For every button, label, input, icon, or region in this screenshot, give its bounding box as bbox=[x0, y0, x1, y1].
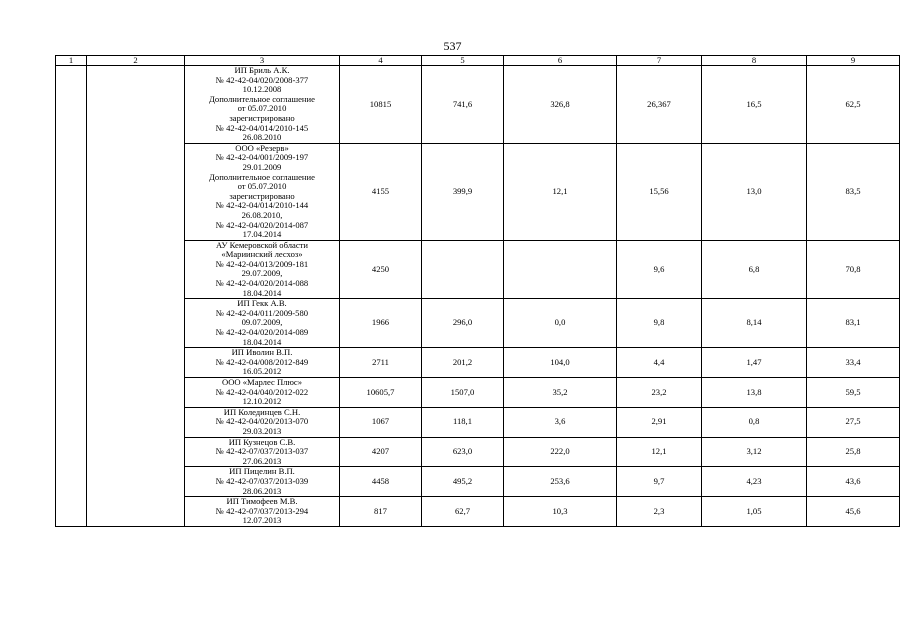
registration-line: ООО «Резерв» bbox=[235, 143, 289, 153]
column-2-cell bbox=[87, 66, 185, 527]
value-cell-c6: 3,6 bbox=[504, 407, 617, 437]
registration-line: ИП Колединцев С.Н. bbox=[223, 407, 301, 417]
value-cell-c4: 4458 bbox=[340, 467, 422, 497]
value-cell-c5: 118,1 bbox=[422, 407, 504, 437]
registration-line: 28.06.2013 bbox=[242, 485, 282, 496]
value-cell-c5: 296,0 bbox=[422, 299, 504, 348]
registration-line: АУ Кемеровской области bbox=[215, 240, 309, 250]
value-cell-c9: 33,4 bbox=[807, 348, 900, 378]
registration-line: зарегистрировано bbox=[229, 112, 295, 123]
registration-line: 29.03.2013 bbox=[242, 425, 282, 436]
value-cell-c4: 10815 bbox=[340, 66, 422, 144]
row-number-cell bbox=[56, 66, 87, 527]
registration-line: ООО «Марлес Плюс» bbox=[221, 377, 302, 387]
value-cell-c8: 3,12 bbox=[702, 437, 807, 467]
registration-line: «Мариинский лесхоз» bbox=[221, 249, 303, 260]
value-cell-c7: 26,367 bbox=[617, 66, 702, 144]
column-header: 2 bbox=[87, 56, 185, 66]
registration-line: ИП Пицелин В.П. bbox=[229, 466, 295, 477]
value-cell-c5: 62,7 bbox=[422, 497, 504, 527]
registration-cell bbox=[185, 66, 340, 144]
column-number-row bbox=[56, 56, 900, 66]
value-cell-c6: 253,6 bbox=[504, 467, 617, 497]
registration-line: № 42-42-04/011/2009-580 bbox=[215, 307, 309, 318]
registration-line: № 42-42-04/020/2014-089 bbox=[215, 327, 309, 338]
registration-line: 18.04.2014 bbox=[242, 336, 282, 347]
registration-line: № 42-42-07/037/2013-294 bbox=[215, 505, 309, 516]
registration-line: зарегистрировано bbox=[229, 190, 295, 201]
value-cell-c8: 13,8 bbox=[702, 378, 807, 408]
column-header: 9 bbox=[807, 56, 900, 66]
registration-line: 26.08.2010, bbox=[241, 209, 283, 220]
registration-line: 27.06.2013 bbox=[242, 455, 282, 466]
registration-cell bbox=[185, 143, 340, 240]
value-cell-c9: 43,6 bbox=[807, 467, 900, 497]
registration-line: от 05.07.2010 bbox=[237, 103, 287, 114]
value-cell-c5 bbox=[422, 240, 504, 299]
value-cell-c6: 10,3 bbox=[504, 497, 617, 527]
registration-line: № 42-42-04/013/2009-181 bbox=[215, 258, 309, 269]
value-cell-c7: 2,3 bbox=[617, 497, 702, 527]
value-cell-c4: 817 bbox=[340, 497, 422, 527]
page-number: 537 bbox=[443, 39, 462, 53]
value-cell-c6 bbox=[504, 240, 617, 299]
value-cell-c4: 1966 bbox=[340, 299, 422, 348]
registration-cell bbox=[185, 497, 340, 527]
registration-line: ИП Иволин В.П. bbox=[231, 347, 293, 358]
value-cell-c9: 70,8 bbox=[807, 240, 900, 299]
value-cell-c6: 12,1 bbox=[504, 143, 617, 240]
registration-line: № 42-42-04/014/2010-145 bbox=[215, 122, 309, 133]
registration-line: 17.04.2014 bbox=[242, 229, 282, 240]
column-header: 4 bbox=[340, 56, 422, 66]
registration-line: 18.04.2014 bbox=[242, 287, 282, 298]
table-row bbox=[56, 66, 900, 144]
registration-line: 12.07.2013 bbox=[242, 515, 282, 526]
registration-line: № 42-42-04/020/2013-070 bbox=[215, 416, 309, 427]
value-cell-c4: 2711 bbox=[340, 348, 422, 378]
registration-cell bbox=[185, 467, 340, 497]
column-header: 3 bbox=[185, 56, 340, 66]
column-header: 5 bbox=[422, 56, 504, 66]
column-header: 6 bbox=[504, 56, 617, 66]
data-table bbox=[55, 55, 900, 527]
registration-line: № 42-42-04/020/2014-087 bbox=[215, 219, 309, 230]
registration-cell bbox=[185, 378, 340, 408]
registration-line: № 42-42-04/008/2012-849 bbox=[215, 356, 309, 367]
value-cell-c6: 326,8 bbox=[504, 66, 617, 144]
value-cell-c5: 623,0 bbox=[422, 437, 504, 467]
registration-line: 10.12.2008 bbox=[242, 84, 282, 95]
value-cell-c5: 495,2 bbox=[422, 467, 504, 497]
registration-line: ИП Кузнецов С.В. bbox=[228, 437, 296, 447]
registration-line: № 42-42-07/037/2013-037 bbox=[215, 446, 309, 457]
value-cell-c9: 83,5 bbox=[807, 143, 900, 240]
value-cell-c8: 13,0 bbox=[702, 143, 807, 240]
value-cell-c6: 104,0 bbox=[504, 348, 617, 378]
registration-cell bbox=[185, 348, 340, 378]
value-cell-c9: 62,5 bbox=[807, 66, 900, 144]
column-header: 8 bbox=[702, 56, 807, 66]
value-cell-c9: 27,5 bbox=[807, 407, 900, 437]
registration-line: № 42-42-04/020/2014-088 bbox=[215, 278, 309, 289]
registration-line: Дополнительное соглашение bbox=[209, 93, 315, 104]
value-cell-c5: 1507,0 bbox=[422, 378, 504, 408]
value-cell-c8: 1,05 bbox=[702, 497, 807, 527]
value-cell-c9: 25,8 bbox=[807, 437, 900, 467]
registration-cell bbox=[185, 437, 340, 467]
value-cell-c5: 741,6 bbox=[422, 66, 504, 144]
value-cell-c7: 12,1 bbox=[617, 437, 702, 467]
value-cell-c4: 10605,7 bbox=[340, 378, 422, 408]
registration-cell bbox=[185, 240, 340, 299]
value-cell-c7: 4,4 bbox=[617, 348, 702, 378]
value-cell-c8: 16,5 bbox=[702, 66, 807, 144]
registration-line: 29.07.2009, bbox=[241, 268, 283, 279]
value-cell-c7: 23,2 bbox=[617, 378, 702, 408]
value-cell-c8: 6,8 bbox=[702, 240, 807, 299]
registration-line: 12.10.2012 bbox=[242, 396, 282, 407]
value-cell-c8: 0,8 bbox=[702, 407, 807, 437]
registration-line: ИП Гекк А.В. bbox=[237, 298, 287, 309]
value-cell-c8: 8,14 bbox=[702, 299, 807, 348]
registration-line: 09.07.2009, bbox=[241, 317, 283, 328]
registration-line: 26.08.2010 bbox=[242, 132, 282, 143]
value-cell-c6: 222,0 bbox=[504, 437, 617, 467]
registration-line: 16.05.2012 bbox=[242, 366, 282, 377]
value-cell-c9: 83,1 bbox=[807, 299, 900, 348]
registration-line: № 42-42-07/037/2013-039 bbox=[215, 475, 309, 486]
value-cell-c4: 4155 bbox=[340, 143, 422, 240]
value-cell-c7: 9,7 bbox=[617, 467, 702, 497]
value-cell-c4: 1067 bbox=[340, 407, 422, 437]
value-cell-c6: 0,0 bbox=[504, 299, 617, 348]
value-cell-c4: 4207 bbox=[340, 437, 422, 467]
value-cell-c4: 4250 bbox=[340, 240, 422, 299]
value-cell-c5: 201,2 bbox=[422, 348, 504, 378]
value-cell-c7: 15,56 bbox=[617, 143, 702, 240]
value-cell-c9: 45,6 bbox=[807, 497, 900, 527]
value-cell-c7: 9,8 bbox=[617, 299, 702, 348]
registration-cell bbox=[185, 407, 340, 437]
registration-line: 29.01.2009 bbox=[242, 161, 282, 172]
registration-line: № 42-42-04/001/2009-197 bbox=[215, 152, 309, 163]
value-cell-c9: 59,5 bbox=[807, 378, 900, 408]
value-cell-c7: 9,6 bbox=[617, 240, 702, 299]
registration-line: от 05.07.2010 bbox=[237, 181, 287, 192]
value-cell-c8: 1,47 bbox=[702, 348, 807, 378]
registration-line: Дополнительное соглашение bbox=[209, 171, 315, 182]
registration-line: № 42-42-04/020/2008-377 bbox=[215, 74, 309, 85]
registration-line: № 42-42-04/040/2012-022 bbox=[215, 386, 309, 397]
registration-line: ИП Тимофеев М.В. bbox=[226, 496, 298, 507]
column-header: 1 bbox=[56, 56, 87, 66]
column-header: 7 bbox=[617, 56, 702, 66]
registration-line: № 42-42-04/014/2010-144 bbox=[215, 200, 309, 211]
table-body bbox=[56, 66, 900, 527]
value-cell-c6: 35,2 bbox=[504, 378, 617, 408]
registration-cell bbox=[185, 299, 340, 348]
value-cell-c8: 4,23 bbox=[702, 467, 807, 497]
value-cell-c5: 399,9 bbox=[422, 143, 504, 240]
registration-line: ИП Бриль А.К. bbox=[234, 65, 290, 75]
value-cell-c7: 2,91 bbox=[617, 407, 702, 437]
